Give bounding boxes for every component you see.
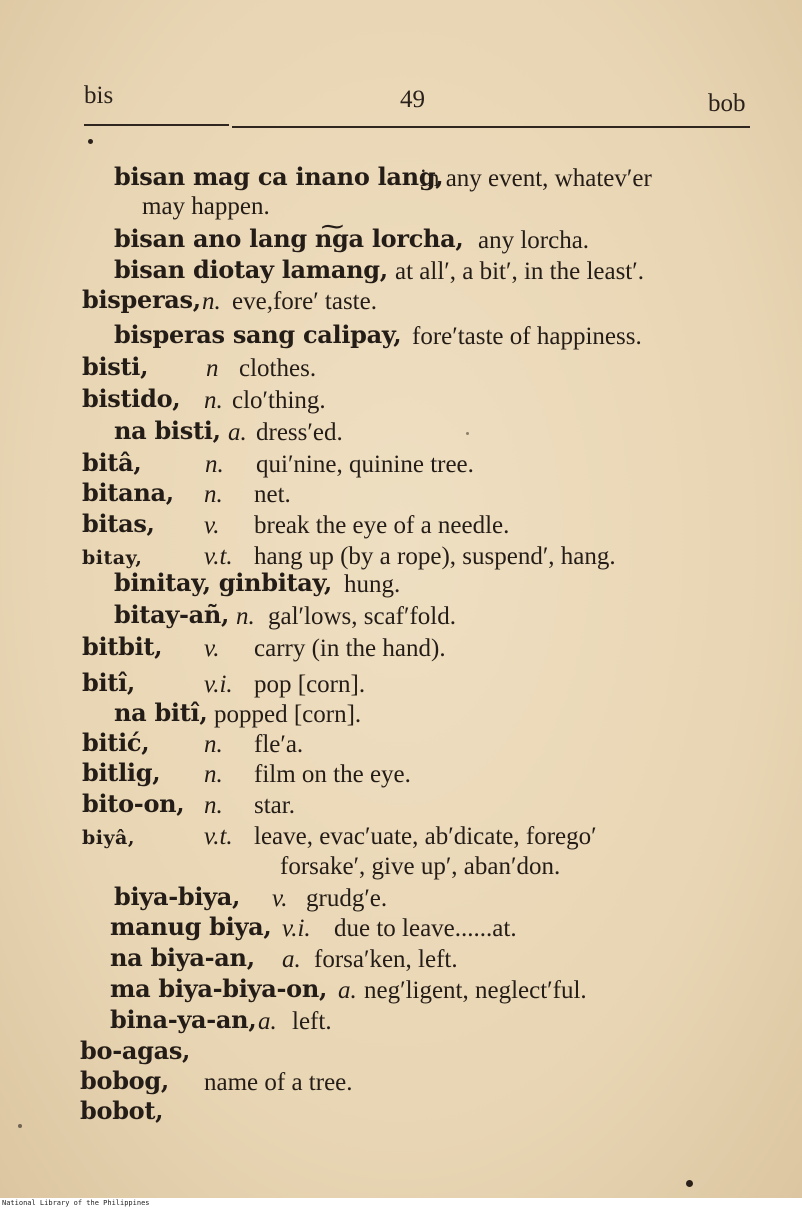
definition: carry (in the hand). (254, 635, 446, 662)
definition: qui′nine, quinine tree. (256, 451, 474, 478)
definition: net. (254, 481, 291, 508)
part-of-speech: n. (236, 603, 255, 630)
part-of-speech: v.t. (204, 543, 233, 570)
running-head-right: bob (708, 90, 746, 117)
definition: may happen. (142, 193, 270, 220)
headword: bito-on, (82, 789, 185, 818)
definition: at all′, a bit′, in the least′. (395, 258, 644, 285)
definition: popped [corn]. (214, 701, 362, 728)
part-of-speech: v.i. (282, 915, 311, 942)
part-of-speech: n. (204, 761, 223, 788)
definition: name of a tree. (204, 1069, 353, 1096)
definition: leave, evac′uate, ab′dicate, forego′ (254, 823, 597, 850)
running-head-left: bis (84, 82, 114, 109)
definition: star. (254, 792, 295, 819)
headword: bitâ, (82, 448, 142, 477)
definition: fle′a. (254, 731, 304, 758)
definition: clothes. (239, 355, 317, 382)
paper-speck (686, 1180, 693, 1187)
headword: bitić, (82, 728, 150, 757)
header-rule (84, 124, 229, 126)
definition: pop [corn]. (254, 671, 366, 698)
headword: bitana, (82, 478, 174, 507)
headword: bobog, (80, 1066, 169, 1095)
part-of-speech: n. (202, 288, 221, 315)
headword: bisan mag ca inano lang, (114, 162, 444, 191)
definition: hung. (344, 571, 401, 598)
headword: bisperas, (82, 285, 201, 314)
part-of-speech: v. (204, 512, 220, 539)
part-of-speech: n. (205, 451, 224, 478)
part-of-speech: v. (204, 635, 220, 662)
definition: left. (292, 1008, 332, 1035)
part-of-speech: v. (272, 885, 288, 912)
definition: break the eye of a needle. (254, 512, 510, 539)
headword: bo-agas, (80, 1036, 191, 1065)
headword: bobot, (80, 1096, 164, 1125)
headword: bisan diotay lamang, (114, 255, 388, 284)
definition: forsa′ken, left. (314, 946, 458, 973)
headword: bitbit, (82, 632, 163, 661)
definition: any lorcha. (478, 227, 590, 254)
part-of-speech: a. (282, 946, 301, 973)
headword: bisti, (82, 352, 149, 381)
headword: na bisti, (114, 416, 221, 445)
definition: film on the eye. (254, 761, 411, 788)
headword: bitas, (82, 509, 155, 538)
paper-speck (466, 432, 469, 435)
part-of-speech: n. (204, 481, 223, 508)
paper-speck (18, 1124, 22, 1128)
headword: bitlig, (82, 758, 161, 787)
headword: bitî, (82, 668, 135, 697)
headword: biyâ, (82, 827, 135, 849)
part-of-speech: a. (338, 977, 357, 1004)
header-rule (232, 126, 750, 128)
definition: clo′thing. (232, 387, 326, 414)
headword: bistido, (82, 384, 181, 413)
headword: bina-ya-an, (110, 1005, 257, 1034)
definition: forsake′, give up′, aban′don. (280, 853, 561, 880)
part-of-speech: v.t. (204, 823, 233, 850)
part-of-speech: n. (204, 387, 223, 414)
definition: hang up (by a rope), suspend′, hang. (254, 543, 616, 570)
definition: neg′ligent, neglect′ful. (364, 977, 587, 1004)
definition: gal′lows, scaf′fold. (268, 603, 456, 630)
page-number: 49 (400, 86, 425, 113)
headword: bisperas sang calipay, (114, 320, 402, 349)
part-of-speech: a. (258, 1008, 277, 1035)
headword: binitay, ginbitay, (114, 568, 332, 597)
headword: ma biya-biya-on, (110, 974, 328, 1003)
headword: na biya-an, (110, 943, 255, 972)
definition: fore′taste of happiness. (412, 323, 642, 350)
paper-speck (88, 139, 93, 144)
definition: dress′ed. (256, 419, 343, 446)
headword: na bitî, (114, 698, 208, 727)
definition: in any event, whatev′er (420, 165, 652, 192)
headword: bisan ano lang n͠ga lorcha, (114, 224, 464, 253)
scan-credit-text: National Library of the Philippines (2, 1199, 150, 1207)
part-of-speech: n. (204, 792, 223, 819)
part-of-speech: n. (204, 731, 223, 758)
definition: due to leave......at. (334, 915, 517, 942)
part-of-speech: a. (228, 419, 247, 446)
headword: bitay-añ, (114, 600, 230, 629)
definition: grudg′e. (306, 885, 388, 912)
headword: biya-biya, (114, 882, 241, 911)
part-of-speech: n (206, 355, 219, 382)
scan-credit-bar (0, 1198, 802, 1208)
part-of-speech: v.i. (204, 671, 233, 698)
definition: eve,fore′ taste. (232, 288, 377, 315)
headword: manug biya, (110, 912, 272, 941)
headword: bitay, (82, 547, 143, 569)
